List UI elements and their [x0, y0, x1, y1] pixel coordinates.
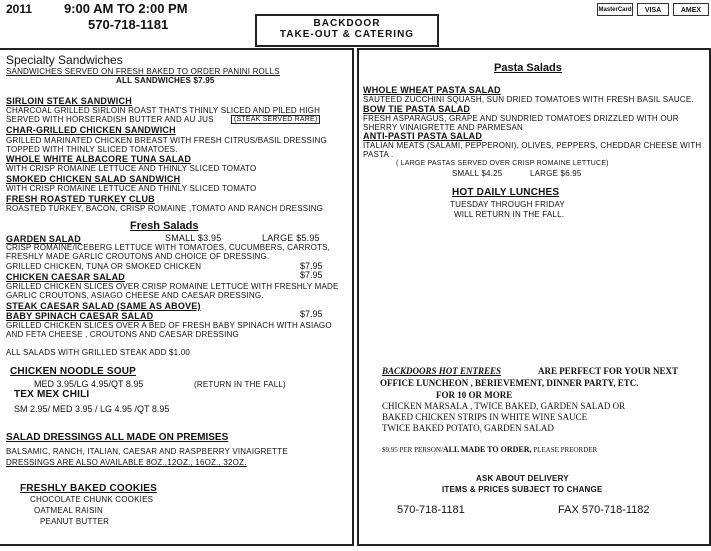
specialty-note: SANDWICHES SERVED ON FRESH BAKED TO ORDER PANINI ROLLS	[6, 67, 280, 76]
delivery-line-1: ASK ABOUT DELIVERY	[476, 474, 569, 483]
mastercard-icon: MasterCard	[597, 3, 633, 16]
bowtie-desc2: SHERRY VINAIGRETTE AND PARMESAN	[363, 123, 524, 132]
tuna-title: WHOLE WHITE ALBACORE TUNA SALAD	[6, 154, 192, 164]
entree-price-a: $9.95 PER PERSON/	[382, 446, 443, 454]
garden-desc3: GRILLED CHICKEN, TUNA OR SMOKED CHICKEN	[6, 262, 202, 271]
hot-lunches-title: HOT DAILY LUNCHES	[452, 187, 560, 198]
year: 2011	[6, 2, 33, 16]
fresh-salads-title: Fresh Salads	[130, 220, 199, 232]
caesar-desc2: GARLIC CROUTONS, ASIAGO CHEESE AND CAESAR DRESSING.	[6, 291, 264, 300]
entree-price-c: PLEASE PREORDER	[533, 446, 598, 454]
entrees-line-3: FOR 10 OR MORE	[436, 390, 513, 400]
amex-icon: AMEX	[673, 3, 709, 16]
entree-price-line	[382, 445, 597, 454]
spinach-title: BABY SPINACH CAESAR SALAD	[6, 311, 154, 321]
cookie-2: OATMEAL RAISIN	[34, 506, 104, 515]
dressings-sizes: DRESSINGS ARE ALSO AVAILABLE 8OZ.,12OZ., 16OZ., 32OZ.	[6, 458, 247, 467]
logo	[255, 14, 439, 47]
caesar-price: $7.95	[300, 270, 323, 280]
visa-icon: VISA	[637, 3, 669, 16]
hot-line-2: WILL RETURN IN THE FALL.	[454, 210, 565, 219]
sirloin-desc2: SERVED WITH HORSERADISH BUTTER AND AU JUS	[6, 115, 214, 124]
anti-desc1: ITALIAN MEATS (SALAMI, PEPPERONI), OLIVES, PEPPERS, CHEDDAR CHEESE WITH	[363, 141, 702, 150]
entree-1: CHICKEN MARSALA , TWICE BAKED, GARDEN SALAD OR	[382, 401, 626, 411]
garden-large: LARGE $5.95	[262, 233, 320, 243]
steak-caesar-title: STEAK CAESAR SALAD (SAME AS ABOVE)	[6, 301, 201, 311]
hot-line-1: TUESDAY THROUGH FRIDAY	[450, 200, 565, 209]
garden-desc2: FRESHLY MADE GARLIC CROUTONS AND CHOICE OF DRESSING.	[6, 252, 270, 261]
footer-phone: 570-718-1181	[397, 504, 465, 516]
noodle-price: MED 3.95/LG 4.95/QT 8.95	[34, 379, 144, 389]
dressings-title: SALAD DRESSINGS ALL MADE ON PREMISES	[6, 432, 229, 443]
char-title: CHAR-GRILLED CHICKEN SANDWICH	[6, 125, 176, 135]
texmex-price: SM 2.95/ MED 3.95 / LG 4.95 /QT 8.95	[14, 404, 170, 414]
entrees-title: BACKDOORS HOT ENTREES	[382, 366, 502, 376]
delivery-line-2: ITEMS & PRICES SUBJECT TO CHANGE	[442, 485, 603, 494]
caesar-desc1: GRILLED CHICKEN SLICES OVER CRISP ROMAINE LETTUCE WITH FRESHLY MADE	[6, 282, 339, 291]
cookie-1: CHOCOLATE CHUNK COOKIES	[30, 495, 154, 504]
footer-fax: FAX 570-718-1182	[558, 504, 650, 516]
char-desc1: GRILLED MARINATED CHICKEN BREAST WITH FRESH CITRUS/BASIL DRESSING	[6, 136, 327, 145]
cookie-3: PEANUT BUTTER	[40, 517, 110, 526]
garden-title: GARDEN SALAD	[6, 234, 81, 244]
char-desc2: TOPPED WITH THINLY SLICED TOMATOES.	[6, 145, 178, 154]
texmex-title: TEX MEX CHILI	[14, 389, 90, 400]
logo-line1: BACKDOOR	[313, 18, 381, 29]
tuna-desc: WITH CRISP ROMAINE LETTUCE AND THINLY SLICED TOMATO	[6, 164, 257, 173]
noodle-note: (RETURN IN THE FALL)	[194, 380, 286, 389]
spinach-desc2: AND FETA CHEESE , CROUTONS AND CAESAR DRESSING	[6, 330, 239, 339]
hours: 9:00 AM TO 2:00 PM	[64, 1, 188, 16]
garden-desc1: CRISP ROMAINE/ICEBERG LETTUCE WITH TOMATOES, CUCUMBERS, CARROTS,	[6, 243, 331, 252]
turkey-title: FRESH ROASTED TURKEY CLUB	[6, 194, 155, 204]
cookies-title: FRESHLY BAKED COOKIES	[20, 483, 158, 494]
turkey-desc: ROASTED TURKEY, BACON, CRISP ROMAINE ,TOMATO AND RANCH DRESSING	[6, 204, 324, 213]
spinach-price: $7.95	[300, 309, 323, 319]
anti-desc2: PASTA .	[363, 150, 394, 159]
pasta-large-price: LARGE $6.95	[530, 169, 582, 178]
entrees-line-1: ARE PERFECT FOR YOUR NEXT	[538, 366, 679, 376]
spinach-desc1: GRILLED CHICKEN SLICES OVER A BED OF FRESH BABY SPINACH WITH ASIAGO	[6, 321, 332, 330]
sirloin-tag: (STEAK SERVED RARE)	[231, 115, 320, 124]
noodle-title: CHICKEN NOODLE SOUP	[10, 366, 137, 377]
anti-title: ANTI-PASTI PASTA SALAD	[363, 131, 483, 141]
caesar-title: CHICKEN CAESAR SALAD	[6, 272, 126, 282]
specialty-price: ALL SANDWICHES $7.95	[116, 76, 215, 85]
ww-desc: SAUTEED ZUCCHINI SQUASH, SUN DRIED TOMATOES WITH FRESH BASIL SAUCE.	[363, 95, 694, 104]
garden-small: SMALL $3.95	[165, 233, 222, 243]
large-pasta-note: ( LARGE PASTAS SERVED OVER CRISP ROMAINE LETTUCE)	[396, 160, 609, 167]
smoked-title: SMOKED CHICKEN SALAD SANDWICH	[6, 174, 181, 184]
logo-line2: TAKE-OUT & CATERING	[279, 29, 415, 40]
bowtie-desc1: FRESH ASPARAGUS, GRAPE AND SUNDRIED TOMATOES DRIZZLED WITH OUR	[363, 114, 679, 123]
pasta-salads-title: Pasta Salads	[494, 62, 562, 74]
entree-2: BAKED CHICKEN STRIPS IN WHITE WINE SAUCE	[382, 412, 588, 422]
entrees-line-2: OFFICE LUNCHEON , BERIEVEMENT, DINNER PARTY, ETC.	[380, 378, 639, 388]
header-phone: 570-718-1181	[88, 17, 169, 32]
smoked-desc: WITH CRISP ROMAINE LETTUCE AND THINLY SLICED TOMATO	[6, 184, 257, 193]
sirloin-title: SIRLOIN STEAK SANDWICH	[6, 96, 132, 106]
sirloin-desc1: CHARCOAL GRILLED SIRLOIN ROAST THAT'S THINLY SLICED AND PILED HIGH	[6, 106, 321, 115]
dressings-list: BALSAMIC, RANCH, ITALIAN, CAESAR AND RASPBERRY VINAIGRETTE	[6, 447, 288, 456]
garden-desc3-price: $7.95	[300, 261, 323, 271]
bowtie-title: BOW TIE PASTA SALAD	[363, 104, 471, 114]
pasta-small-price: SMALL $4.25	[452, 169, 503, 178]
all-salads-note: ALL SALADS WITH GRILLED STEAK ADD $1.00	[6, 348, 191, 357]
ww-title: WHOLE WHEAT PASTA SALAD	[363, 85, 501, 95]
specialty-title: Specialty Sandwiches	[6, 53, 123, 67]
entree-3: TWICE BAKED POTATO, GARDEN SALAD	[382, 423, 554, 433]
entree-price-b: ALL MADE TO ORDER,	[442, 445, 532, 454]
